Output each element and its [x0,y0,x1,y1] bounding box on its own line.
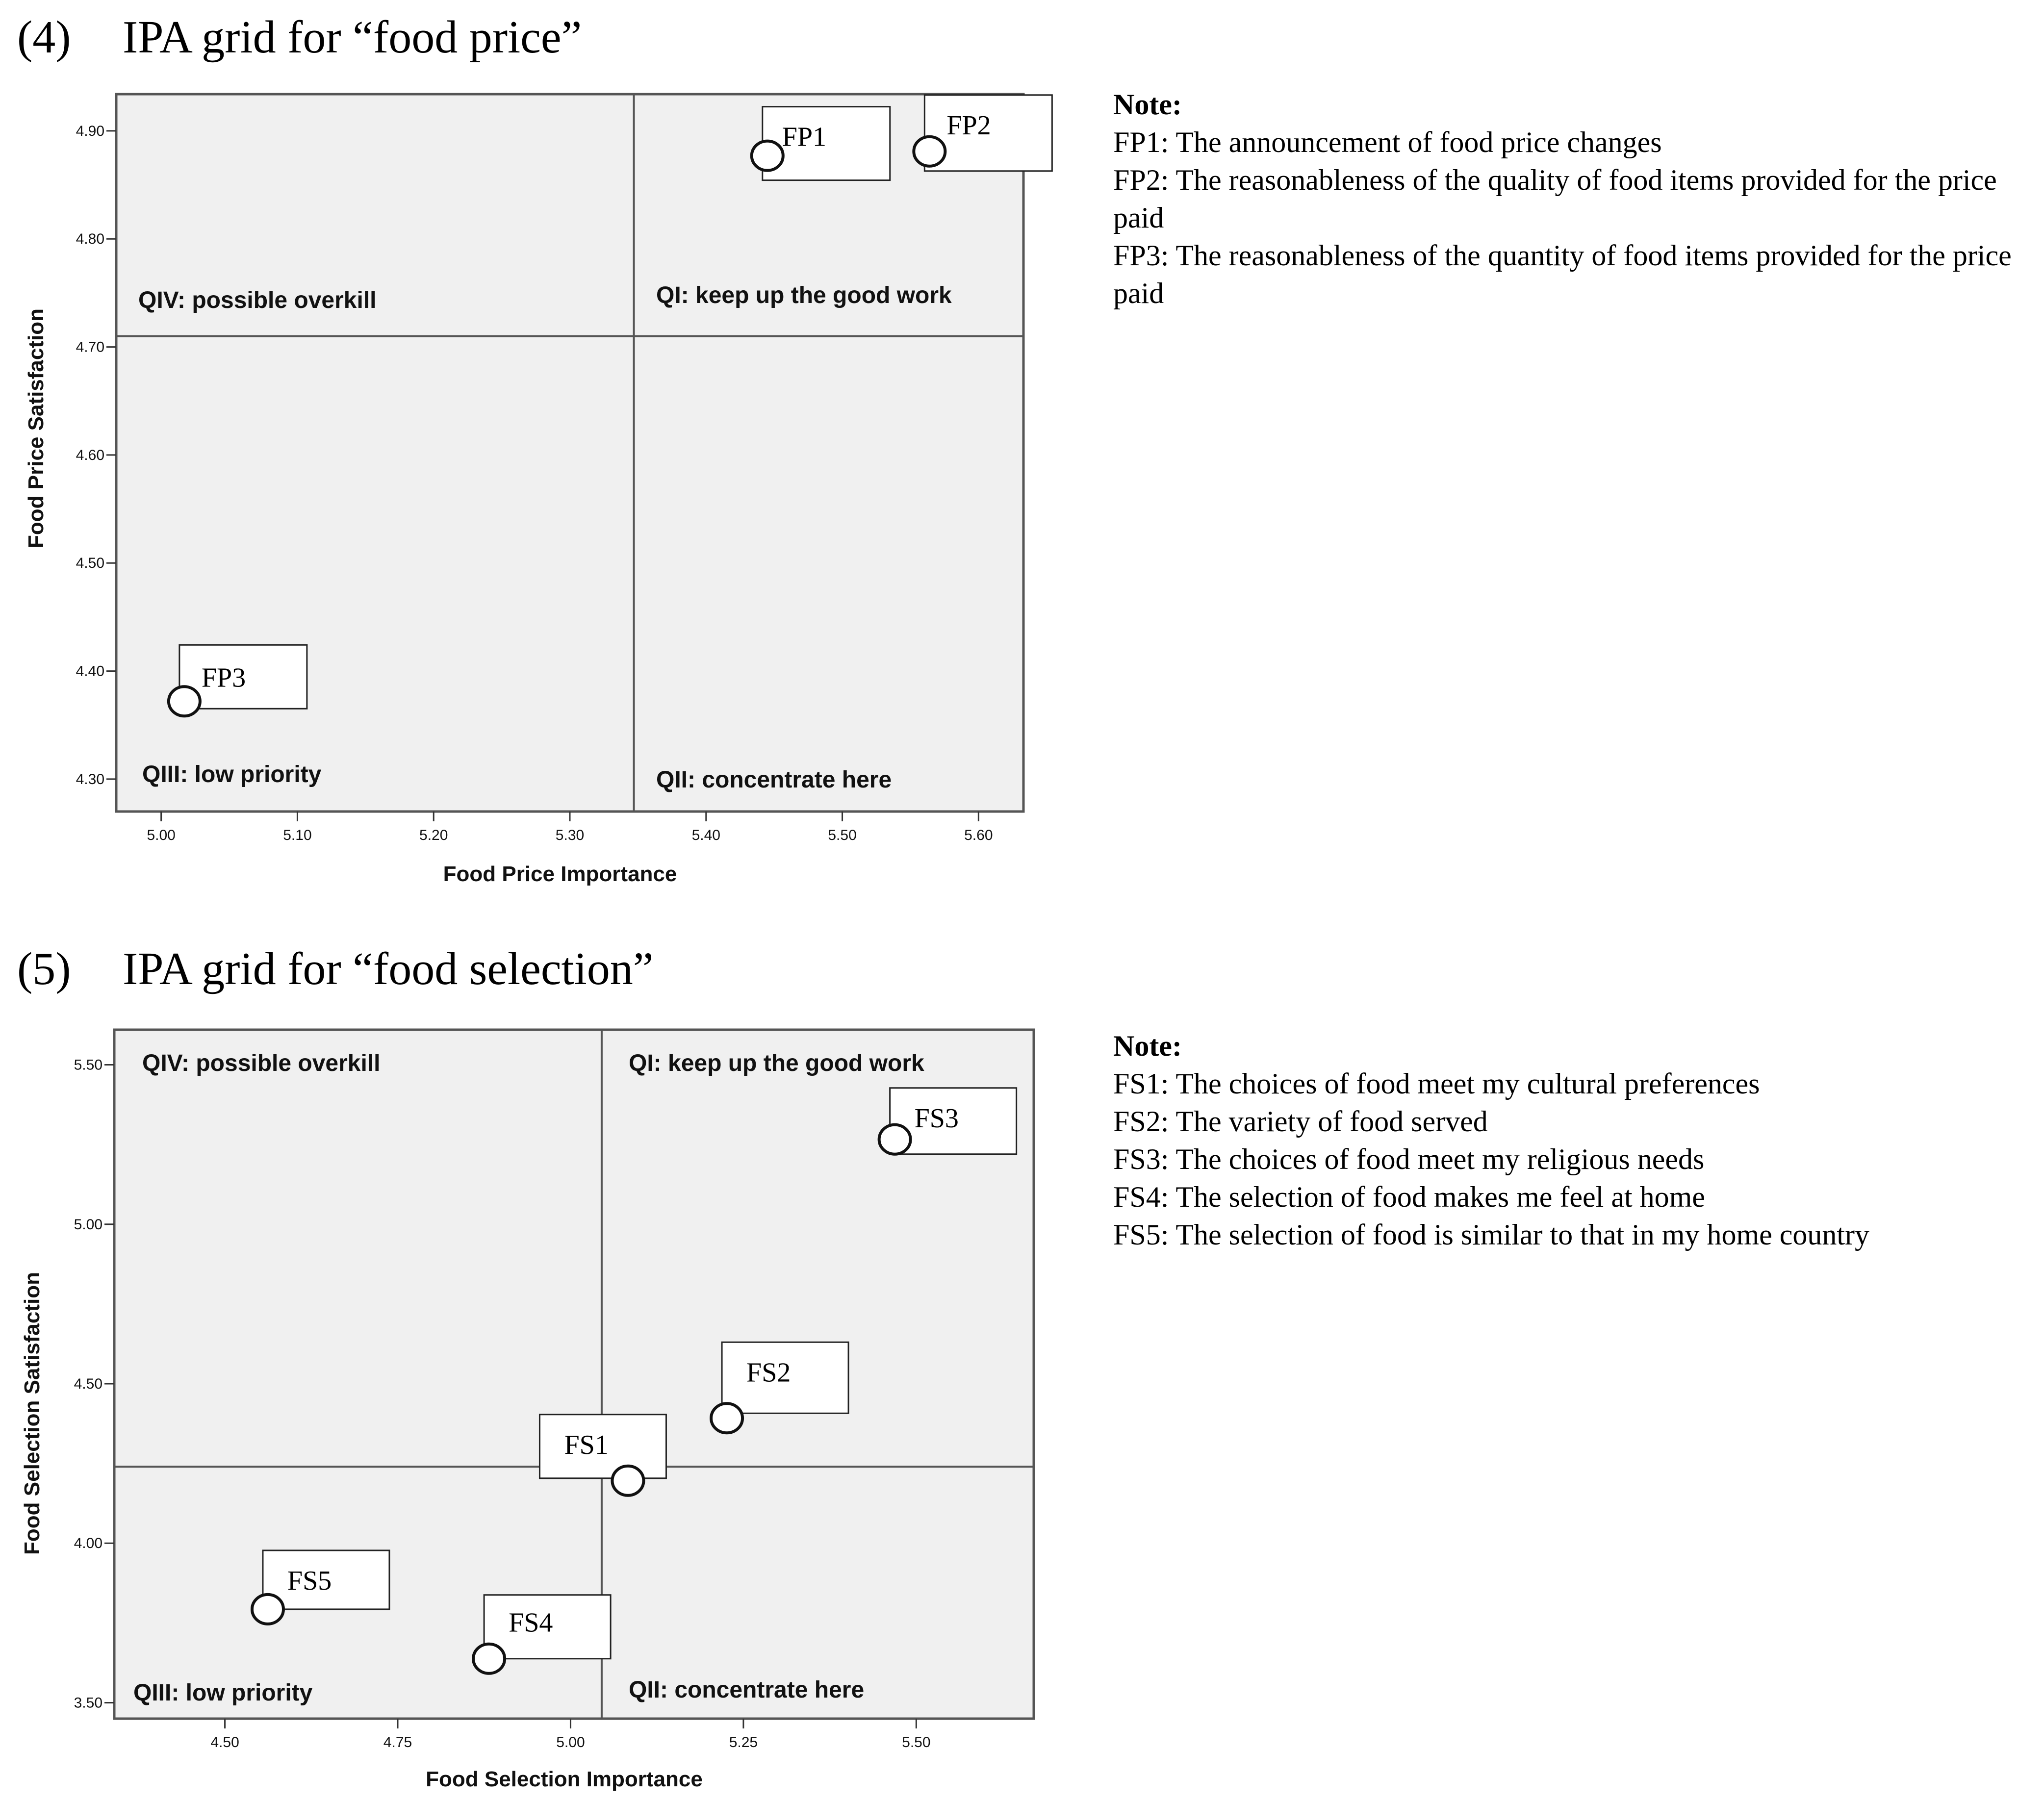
x-tick-label: 5.10 [283,827,312,843]
x-axis-title: Food Price Importance [443,862,677,886]
y-tick-label: 4.60 [76,447,104,463]
y-tick-label: 4.50 [74,1376,102,1393]
point-label: FS1 [564,1429,609,1460]
quadrant-label-q3: QIII: low priority [142,761,322,787]
point-label: FS4 [509,1607,553,1638]
note-block [1113,86,2035,312]
figure-number: (4) [17,12,71,63]
note-item: FP1: The announcement of food price changes [1113,126,1662,158]
x-tick-label: 5.30 [555,827,585,843]
quadrant-label-q4: QIV: possible overkill [138,287,377,313]
note-item: FP3: The reasonableness of the quantity of food items provided for the price paid [1113,239,2012,309]
y-tick-label: 4.90 [76,123,104,139]
note-item: FS2: The variety of food served [1113,1105,1488,1138]
point-label: FP2 [946,110,991,141]
ipa-chart-food-selection [0,932,1079,1802]
y-tick-label: 4.50 [76,555,104,572]
figure-title: IPA grid for “food selection” [123,943,654,994]
quadrant-label-q2: QII: concentrate here [656,767,892,793]
y-axis-title: Food Selection Satisfaction [20,1272,44,1555]
quadrant-label-q3: QIII: low priority [133,1680,313,1706]
y-tick-label: 5.00 [74,1216,102,1233]
point-label: FS5 [287,1565,332,1596]
data-point [914,137,945,166]
y-tick-label: 4.70 [76,339,104,355]
note-block [1113,1027,2035,1254]
x-tick-label: 5.40 [691,827,720,843]
ipa-chart-food-price [0,0,1079,932]
point-label: FS3 [914,1103,959,1134]
x-tick-label: 4.50 [210,1734,239,1751]
point-label: FP3 [201,662,246,693]
y-axis-title: Food Price Satisfaction [24,308,48,548]
data-point [252,1595,283,1624]
quadrant-label-q2: QII: concentrate here [629,1677,865,1703]
note-item: FS4: The selection of food makes me feel at home [1113,1181,1705,1213]
data-point [473,1644,505,1674]
data-point [879,1125,911,1154]
x-tick-label: 5.50 [902,1734,931,1751]
x-tick-label: 5.50 [828,827,857,843]
x-tick-label: 4.75 [383,1734,412,1751]
figure-title: IPA grid for “food price” [123,12,582,63]
y-tick-label: 4.30 [76,771,104,787]
x-tick-label: 5.60 [964,827,993,843]
data-point [711,1403,742,1433]
quadrant-label-q1: QI: keep up the good work [629,1050,924,1076]
note-item: FS3: The choices of food meet my religious needs [1113,1143,1705,1175]
note-title: Note: [1113,1030,1182,1062]
note-title: Note: [1113,88,1182,121]
note-item: FP2: The reasonableness of the quality of food items provided for the price paid [1113,164,1997,234]
note-item: FS5: The selection of food is similar to that in my home country [1113,1218,1870,1251]
y-tick-label: 5.50 [74,1057,102,1073]
x-tick-label: 5.00 [147,827,176,843]
quadrant-label-q1: QI: keep up the good work [656,282,952,308]
data-point [752,141,783,171]
y-tick-label: 4.40 [76,663,104,680]
x-axis-title: Food Selection Importance [426,1767,703,1791]
x-tick-label: 5.00 [556,1734,585,1751]
y-tick-label: 4.80 [76,231,104,248]
point-label: FS2 [746,1357,791,1388]
data-point [612,1466,643,1496]
quadrant-label-q4: QIV: possible overkill [142,1050,381,1076]
y-tick-label: 4.00 [74,1535,102,1552]
y-tick-label: 3.50 [74,1695,102,1711]
ipa-section-food-selection [0,932,2044,1802]
x-tick-label: 5.25 [729,1734,758,1751]
figure-number: (5) [17,943,71,994]
point-label: FP1 [782,122,827,152]
x-tick-label: 5.20 [419,827,448,843]
note-item: FS1: The choices of food meet my cultural preferences [1113,1067,1760,1100]
data-point [169,686,200,716]
